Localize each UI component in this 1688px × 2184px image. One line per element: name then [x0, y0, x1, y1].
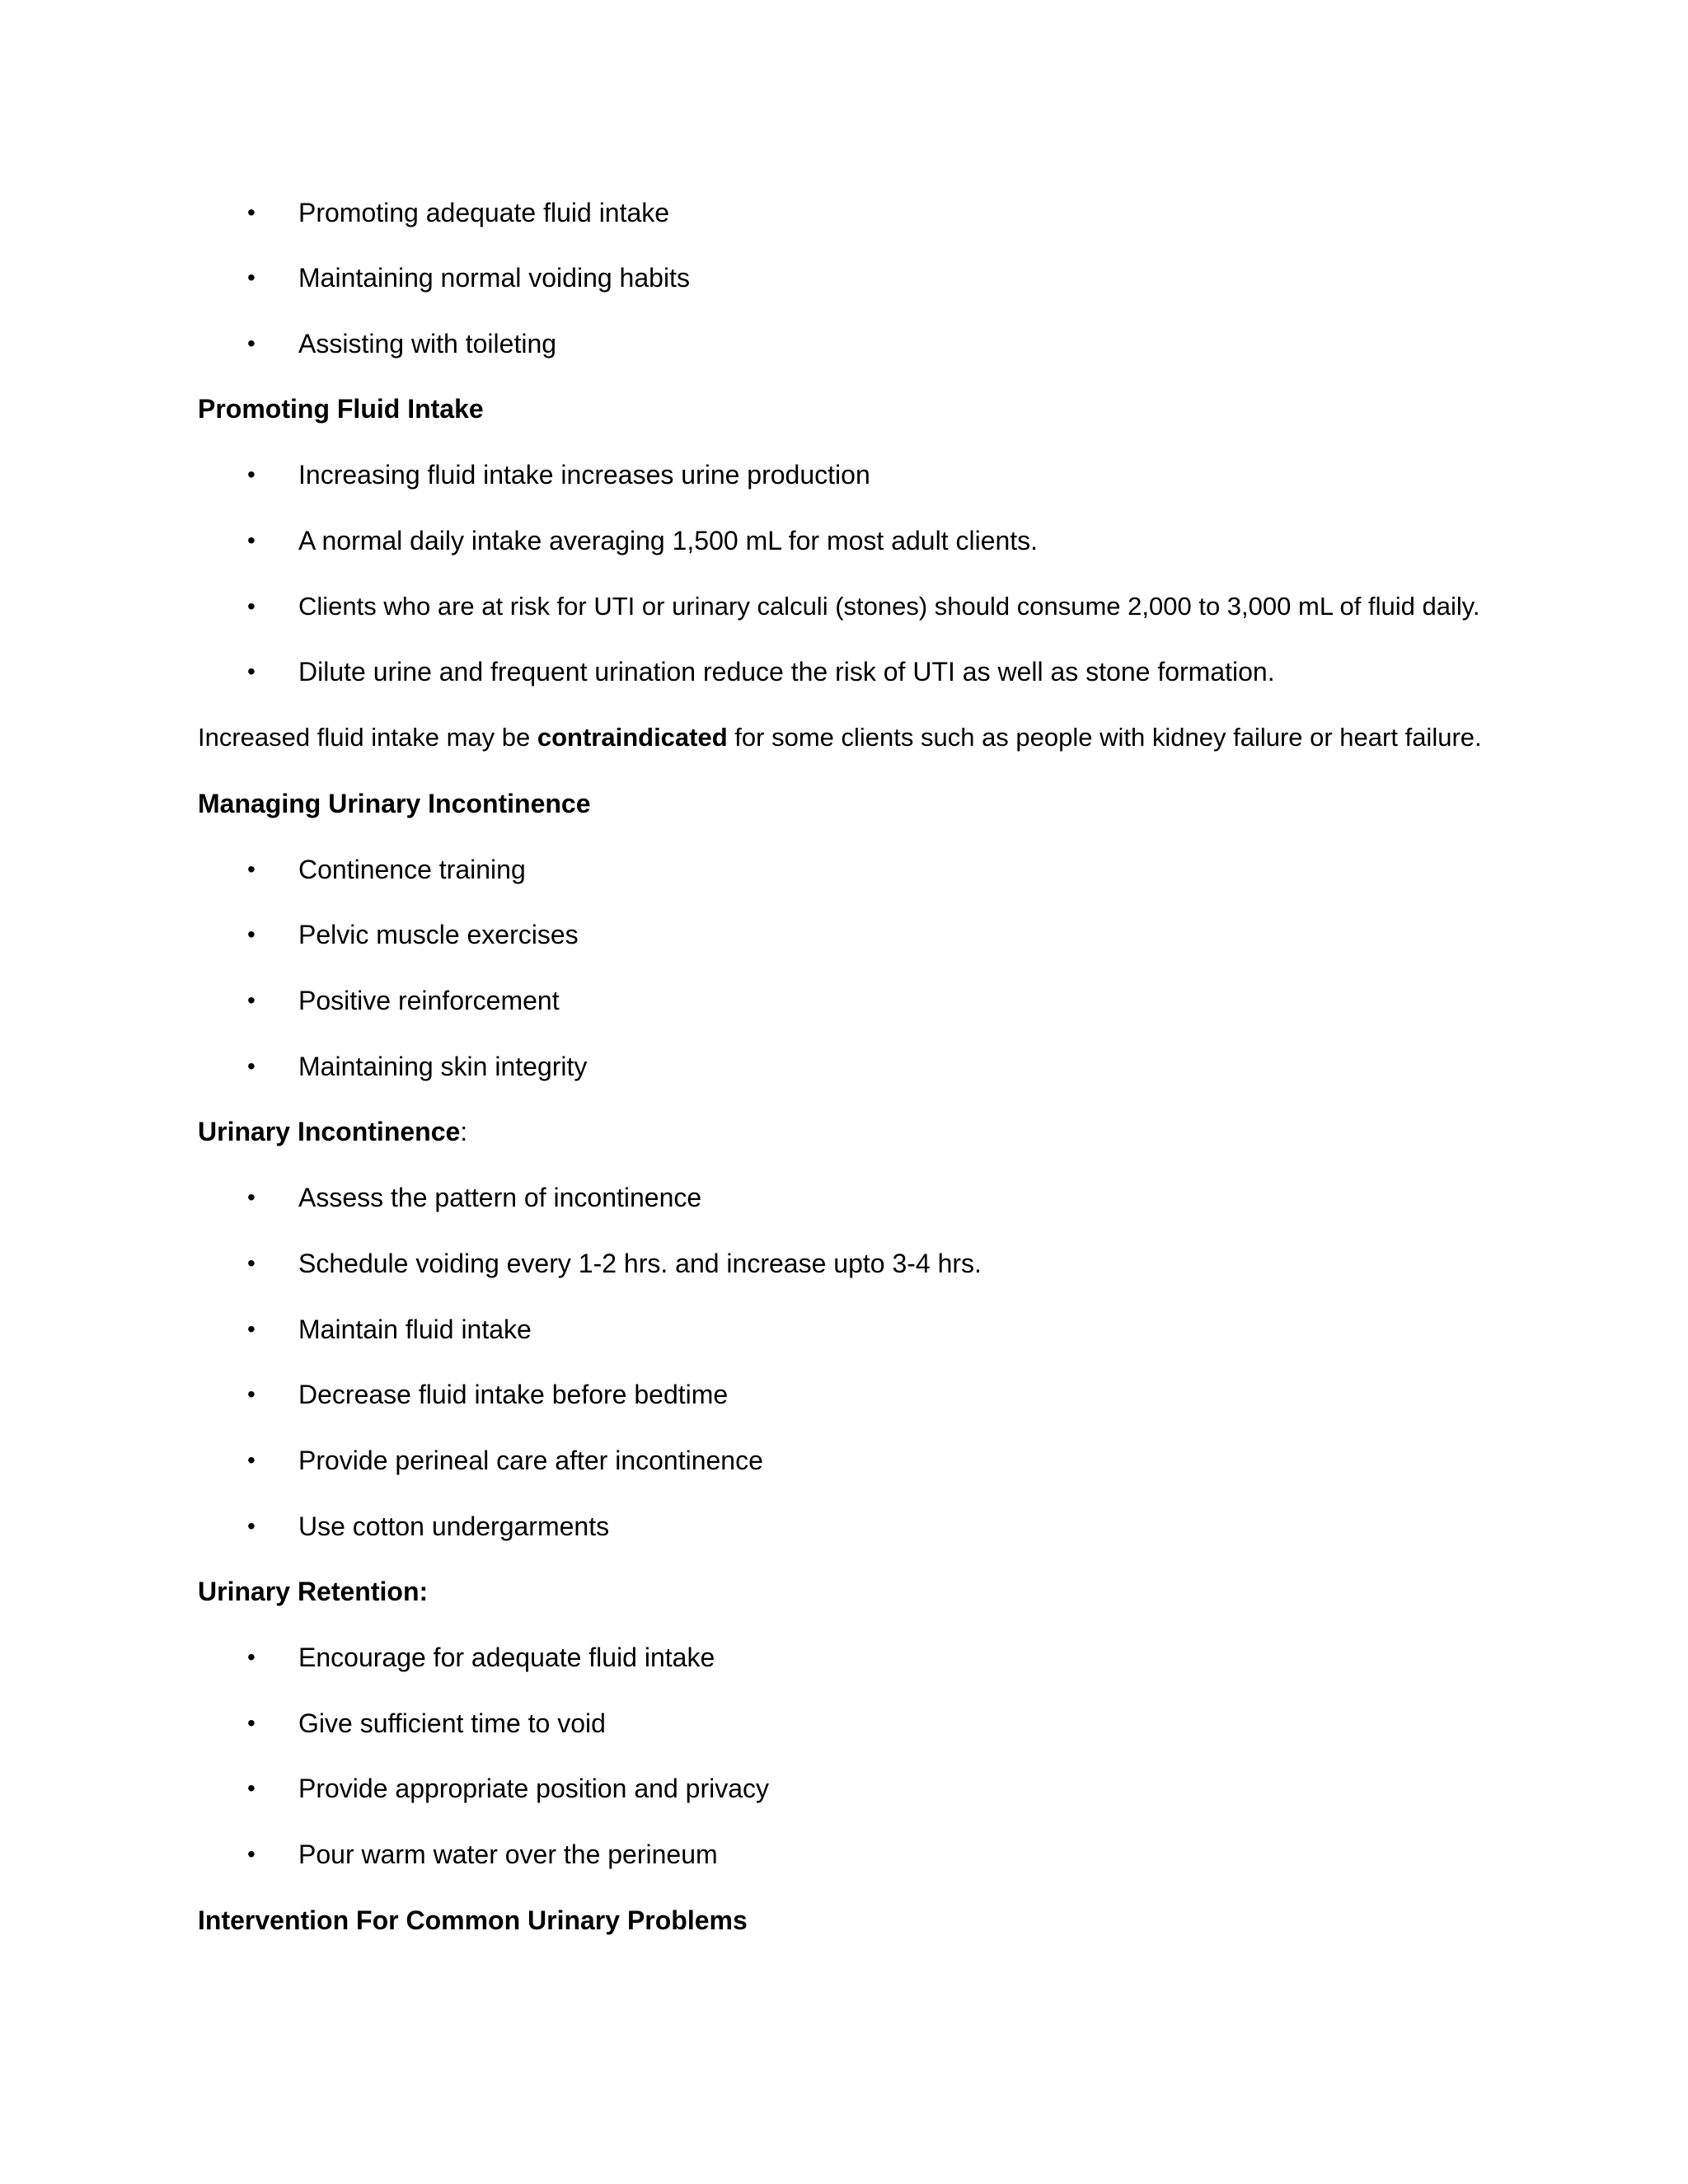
list-item-text: Pour warm water over the perineum: [298, 1840, 718, 1869]
list-item-text: Decrease fluid intake before bedtime: [298, 1380, 729, 1409]
bullet: •: [247, 1053, 256, 1079]
bullet: •: [247, 1184, 256, 1210]
list-item-text: Positive reinforcement: [298, 986, 560, 1015]
urinary-retention-heading: Urinary Retention:: [198, 1577, 429, 1606]
bullet: •: [247, 1513, 256, 1539]
bullet: •: [247, 1316, 256, 1342]
list-item-text: Schedule voiding every 1-2 hrs. and increase upto 3-4 hrs.: [298, 1249, 982, 1278]
list-item-text: Clients who are at risk for UTI or urinary calculi (stones) should consume 2,000 to 3,000 mL of fluid daily.: [298, 592, 1480, 621]
heading-bold-text: Urinary Incontinence: [198, 1117, 461, 1146]
list-item-text: Give sufficient time to void: [298, 1708, 606, 1738]
bullet: •: [247, 856, 256, 882]
bullet: •: [247, 1710, 256, 1736]
bullet: •: [247, 1250, 256, 1276]
note-bold-text: contraindicated: [537, 723, 728, 752]
bullet: •: [247, 593, 256, 619]
list-item-text: Maintain fluid intake: [298, 1315, 532, 1344]
bullet: •: [247, 1841, 256, 1867]
bullet: •: [247, 987, 256, 1013]
list-item-text: Increasing fluid intake increases urine production: [298, 460, 870, 490]
bullet: •: [247, 1644, 256, 1670]
bullet: •: [247, 1447, 256, 1473]
list-item-text: Use cotton undergarments: [298, 1511, 610, 1541]
list-item-text: Promoting adequate fluid intake: [298, 198, 670, 227]
contraindication-note: [198, 721, 1482, 754]
list-item-text: Provide perineal care after incontinence: [298, 1446, 763, 1475]
note-text: for some clients such as people with kidney failure or heart failure.: [727, 723, 1482, 752]
bullet: •: [247, 1775, 256, 1801]
list-item-text: Assess the pattern of incontinence: [298, 1183, 702, 1212]
bullet: •: [247, 330, 256, 356]
list-item-text: Encourage for adequate fluid intake: [298, 1643, 715, 1672]
note-text: Increased fluid intake may be: [198, 723, 537, 752]
bullet: •: [247, 265, 256, 290]
list-item-text: Assisting with toileting: [298, 329, 557, 359]
heading-suffix: :: [460, 1117, 468, 1146]
bullet: •: [247, 921, 256, 947]
intervention-heading: Intervention For Common Urinary Problems: [198, 1905, 748, 1935]
managing-incontinence-heading: Managing Urinary Incontinence: [198, 789, 591, 818]
bullet: •: [247, 1381, 256, 1407]
list-item-text: Maintaining normal voiding habits: [298, 263, 690, 293]
promoting-fluid-intake-heading: Promoting Fluid Intake: [198, 394, 484, 424]
bullet: •: [247, 199, 256, 225]
bullet: •: [247, 462, 256, 487]
list-item-text: Dilute urine and frequent urination reduce the risk of UTI as well as stone formation.: [298, 657, 1275, 687]
list-item-text: A normal daily intake averaging 1,500 mL for most adult clients.: [298, 526, 1039, 555]
bullet: •: [247, 658, 256, 684]
urinary-incontinence-heading: [198, 1115, 467, 1148]
list-item-text: Pelvic muscle exercises: [298, 920, 579, 949]
list-item-text: Provide appropriate position and privacy: [298, 1774, 769, 1803]
list-item-text: Maintaining skin integrity: [298, 1052, 588, 1081]
list-item-text: Continence training: [298, 855, 526, 884]
bullet: •: [247, 527, 256, 553]
